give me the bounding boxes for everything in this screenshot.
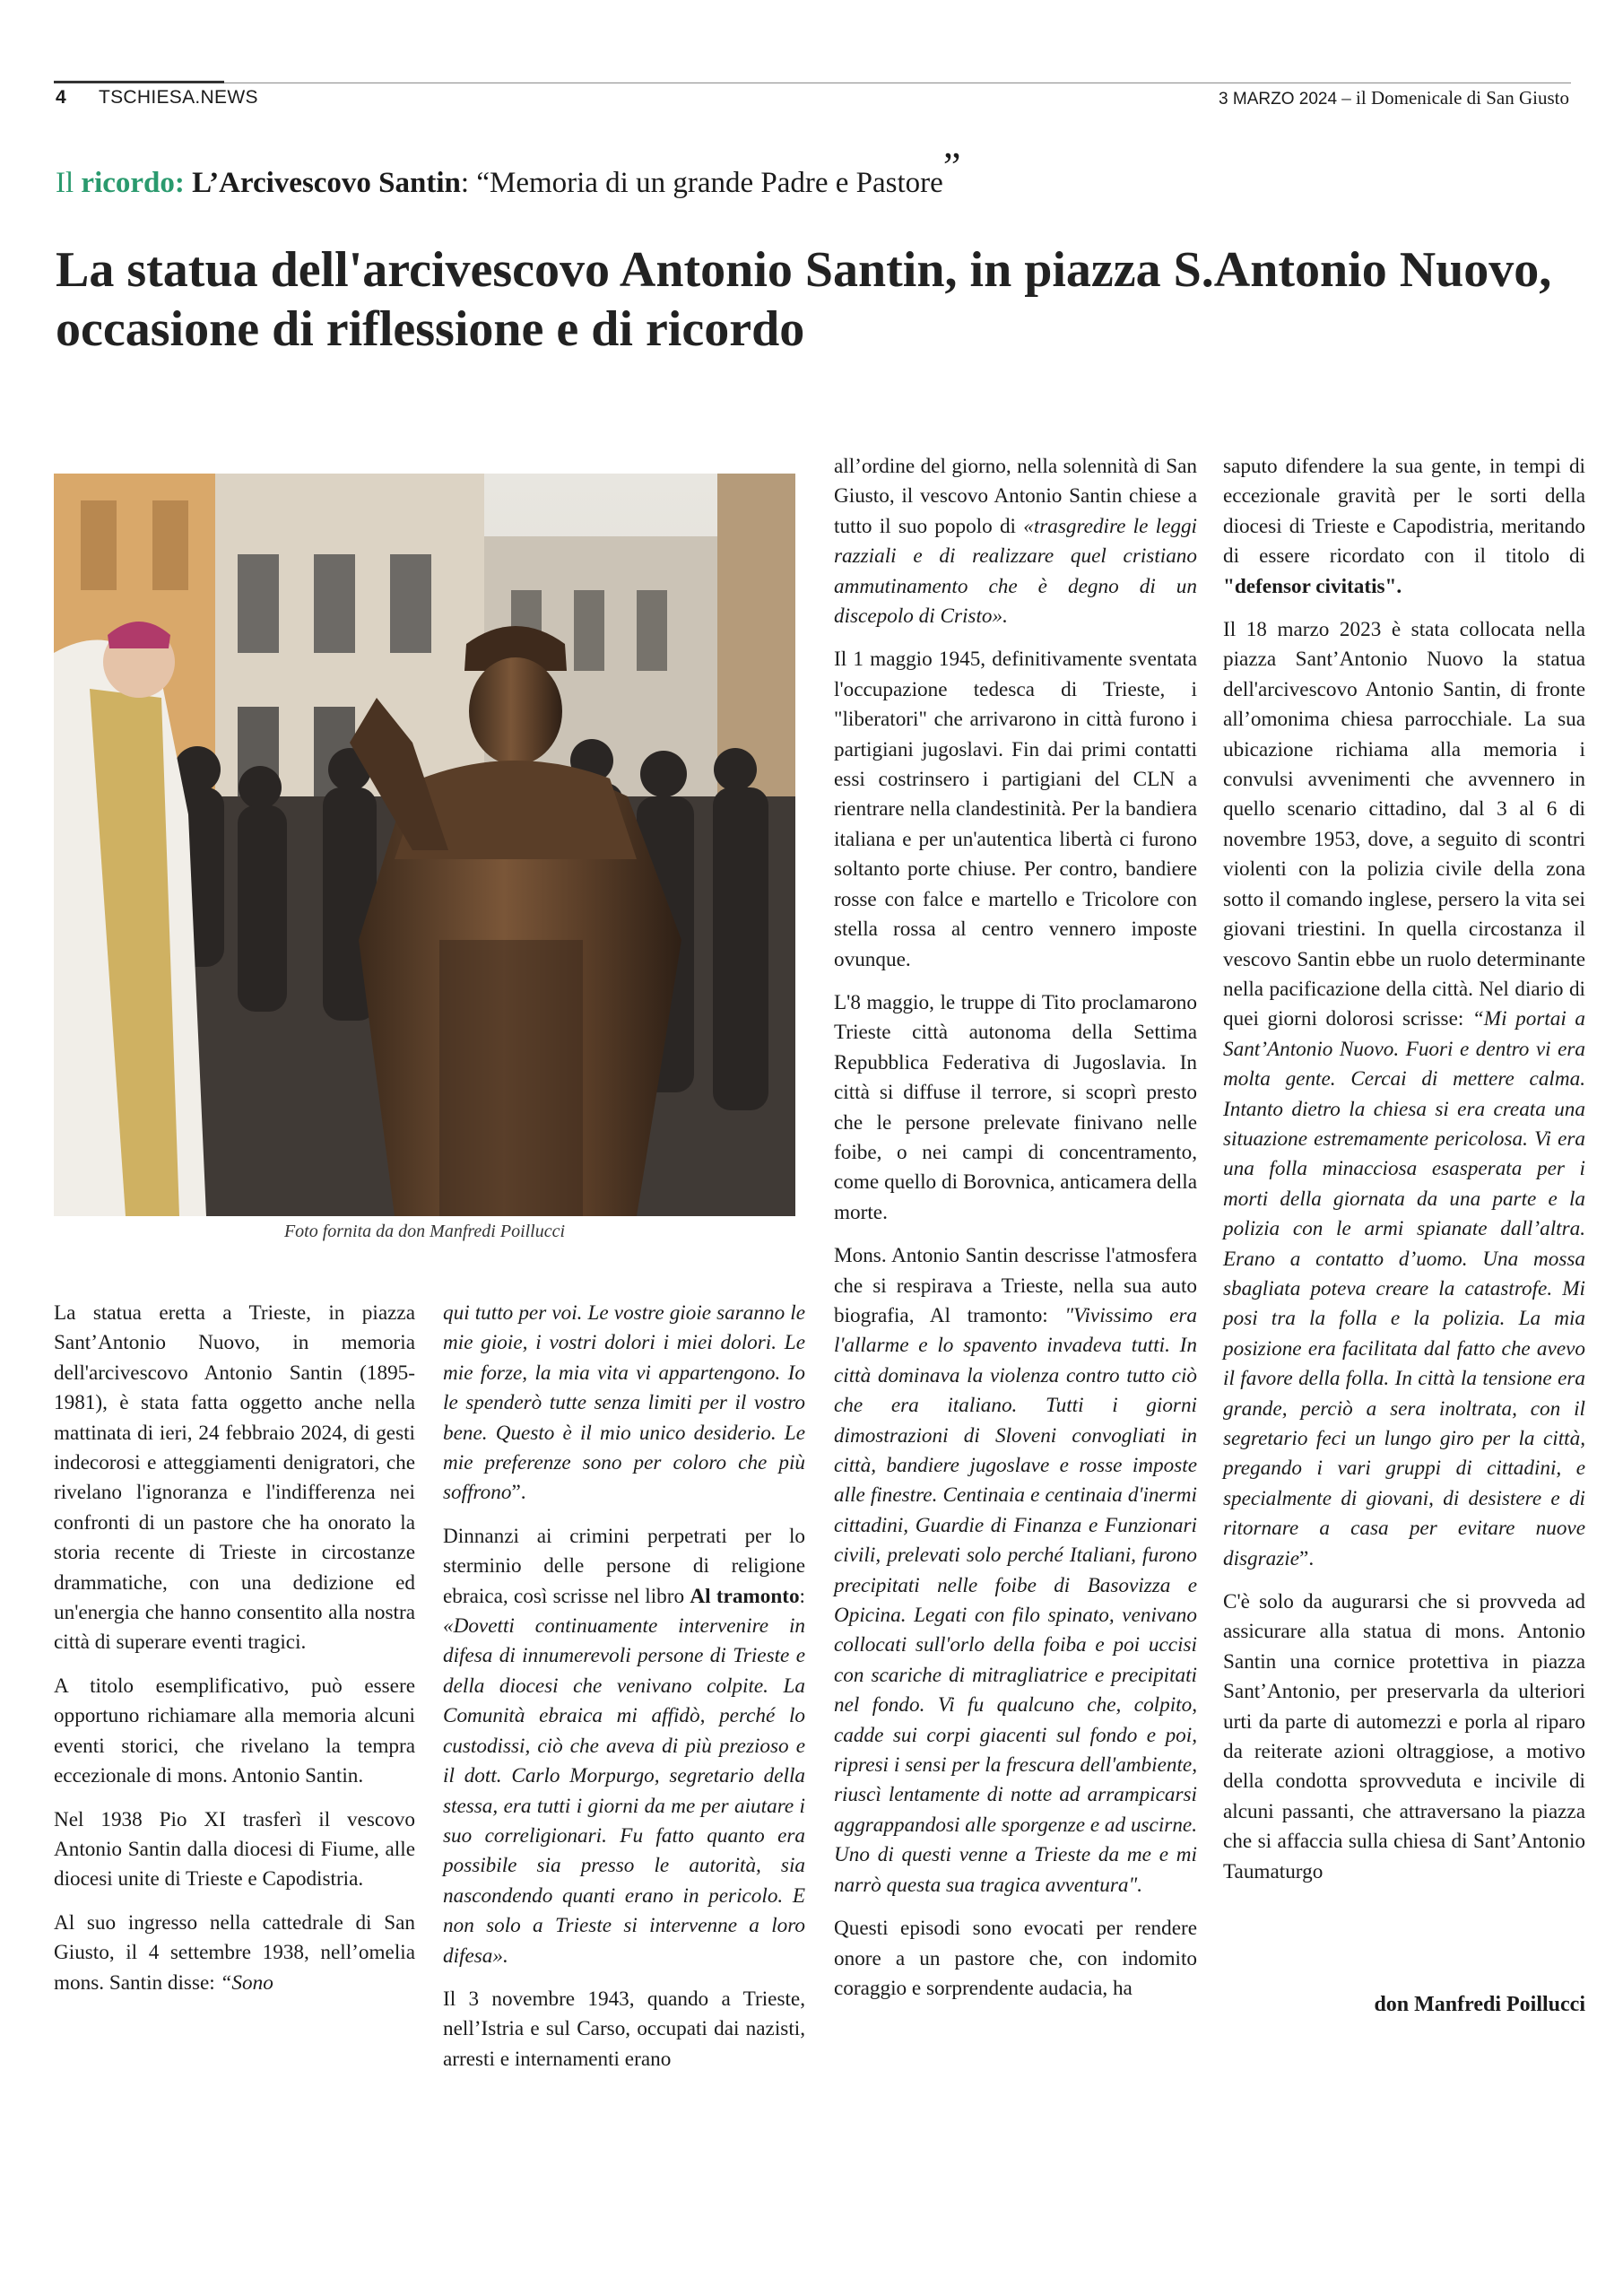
paragraph-text: Il 18 marzo 2023 è stata collocata nella piazza Sant’Antonio Nuovo la statua dell'arcivescovo Antonio Santin, di fronte all’omonima chiesa parrocchiale. La sua ubicazione richiama alla memoria i convulsi avvenimenti che avvennero in quello scenario cittadino, dal 3 al 6 di novembre 1953, dove, a seguito di scontri violenti con la polizia civile della zona sotto il comando inglese, persero la vita sei giovani triestini. In quella circostanza il vescovo Santin ebbe un ruolo determinante nella pacificazione della città. Nel diario di quei giorni dolorosi scrisse: [1223,618,1585,1031]
paragraph: L'8 maggio, le truppe di Tito proclamarono Trieste città autonoma della Settima Repubblica Federativa di Jugoslavia. In città si diffuse il terrore, si scoprì presto che le persone prelevate finivano nelle foibe, o nei campi di concentramento, come quello di Borovnica, anticamera della morte. [834,990,1197,1224]
paragraph [1223,452,1585,602]
section-kicker [56,144,960,200]
kicker-label: ricordo: [81,167,185,199]
paragraph [834,1241,1197,1900]
quote-close: ”. [1299,1546,1315,1570]
paragraph [443,1299,805,1509]
paragraph-text: saputo difendere la sua gente, in tempi di eccezionale gravità per le sorti della diocesi di Trieste e Capodistria, meritando di essere ricordato con il titolo di [1223,455,1585,569]
quote-close: ”. [511,1481,526,1505]
paragraph: C'è solo da augurarsi che si provveda ad assicurare alla statua di mons. Antonio Santin una cornice protettiva in piazza Sant’Antonio, per preservarla da ulteriori urti da parte di automezzi e porla al riparo da reiterate azioni oltraggiose, a motivo della condotta sprovveduta e incivile di alcuni passanti, che attraversano la piazza che si affaccia sulla chiesa di Sant’Antonio Taumaturgo [1223,1590,1585,1883]
paragraph [443,1522,805,1971]
site-name[interactable]: TSCHIESA.NEWS [99,87,258,108]
article-headline: La statua dell'arcivescovo Antonio Santin, in piazza S.Antonio Nuovo, occasione di riflessione e di ricordo [56,242,1552,357]
paragraph: La statua eretta a Trieste, in piazza Sant’Antonio Nuovo, in memoria dell'arcivescovo Antonio Santin (1895-1981), è stata fatta oggetto anche nella mattinata di ieri, 24 febbraio 2024, di gesti indecorosi e atteggiamenti denigratori, che rivelano l'ignoranza e l'indifferenza nei confronti di un pastore che ha onorato la storia recente di Trieste in circostanze drammatiche, con una dedizione ed un'energia che hanno consentito alla nostra città di superare eventi tragici. [54,1301,415,1655]
publication-name: il Domenicale di San Giusto [1356,87,1569,109]
paragraph: Nel 1938 Pio XI trasferì il vescovo Antonio Santin dalla diocesi di Fiume, alle diocesi unite di Trieste e Capodistria. [54,1807,415,1892]
paragraph: Il 1 maggio 1945, definitivamente sventata l'occupazione tedesca di Trieste, i "liberatori" che arrivarono in città furono i partigiani jugoslavi. Fin dai primi contatti essi costrinsero i partigiani del CLN a rientrare nella clandestinità. Per la bandiera italiana e per un'autentica libertà ci furono soltanto porte chiuse. Per contro, bandiere rosse con falce e martello e Tricolore con stella rossa al centro vennero imposte ovunque. [834,648,1197,971]
paragraph: Questi episodi sono evocati per rendere onore a un pastore che, con indomito coraggio e sorprendente audacia, ha [834,1917,1197,2000]
kicker-close-quote: ” [942,144,961,188]
dateline-separator: – [1337,87,1357,109]
paragraph-text: Al suo ingresso nella cattedrale di San Giusto, il 4 settembre 1938, nell’omelia mons. Santin disse: [54,1910,415,1995]
article-column-4 [1223,452,1585,1900]
page-number: 4 [56,87,66,108]
photo-caption: Foto fornita da don Manfredi Poillucci [283,1222,566,1241]
kicker-title-bold: L’Arcivescovo Santin [184,167,461,199]
paragraph: Il 3 novembre 1943, quando a Trieste, nell’Istria e sul Carso, occupati dai nazisti, arresti e internamenti erano [443,1987,805,2071]
paragraph-text: Dinnanzi ai crimini perpetrati per lo sterminio delle persone di religione ebraica, così scrisse nel libro [443,1524,805,1608]
statue-photo-illustration [54,474,795,1216]
issue-date: 3 MARZO 2024 [1219,90,1338,109]
paragraph [54,1909,415,1998]
kicker-title: : “Memoria di un grande Padre e Pastore [460,167,943,199]
article-column-1 [54,1299,415,2012]
paragraph [834,452,1197,631]
paragraph-text: Mons. Antonio Santin descrisse l'atmosfera che si respirava a Trieste, nella sua auto biografia, Al tramonto: [834,1244,1197,1327]
paragraph [1223,615,1585,1574]
quote-text: "Vivissimo era l'allarme e lo spavento invadeva tutti. In città dominava la violenza contro tutto ciò che era italiano. Tutti i giorni dimostrazioni di Sloveni convogliati in città, bandiere jugoslave e rosse imposte alle finestre. Centinaia e centinaia d'inermi cittadini, Guardie di Finanza e Funzionari civili, prelevati solo perché Italiani, furono precipitati nelle foibe di Basovizza e Opicina. Legati con filo spinato, venivano collocati sull'orlo della foiba e poi uccisi con scariche di mitragliatrice e precipitati nel fondo. Vi fu qualcuno che, colpito, cadde sui corpi giacenti sul fondo e poi, ripresi i sensi per la frescura dell'ambiente, riuscì lentamente di notte ad arrampicarsi aggrappandosi alle sporgenze e ad uscirne. Uno di questi venne a Trieste da me e mi narrò questa sua tragica avventura". [834,1303,1197,1897]
author-signature: don Manfredi Poillucci [1374,1993,1585,2016]
paragraph-text: all’ordine del giorno, nella solennità di San Giusto, il vescovo Antonio Santin chiese a tutto il suo popolo di [834,455,1197,538]
dateline [1219,87,1569,109]
statue-photo [54,474,795,1216]
book-title: Al tramonto [690,1584,800,1608]
paragraph: A titolo esemplificativo, può essere opportuno richiamare alla memoria alcuni eventi storici, che rivelano la tempra eccezionale di mons. Antonio Santin. [54,1674,415,1788]
quote-text: “Sono [220,1970,273,1995]
quote-text: «trasgredire le leggi razziali e di realizzare quel cristiano ammutinamento che è degno di un discepolo di Cristo». [834,514,1197,629]
quote-text: “Mi portai a Sant’Antonio Nuovo. Fuori e dentro vi era molta gente. Cercai di mettere calma. Intanto dietro la chiesa si era creata una situazione estremamente pericolosa. Vi era una folla minacciosa esasperata per i morti della giornata da una parte e la polizia con le armi spianate dall’altra. Erano a contatto d’uomo. Una mossa sbagliata poteva creare la catastrofe. Mi posi tra la folla e la polizia. La mia posizione era facilitata dal fatto che avevo il favore della folla. In città la tensione era grande, perciò a sera inoltrata, con il segretario feci un lungo giro per la città, pregando i vari gruppi di cittadini, e specialmente di giovani, di desistere e di ritornare a casa per evitare nuove disgrazie [1223,1007,1586,1570]
defensor-civitatis: "defensor civitatis". [1223,574,1402,598]
article-column-2 [443,1299,805,2088]
paragraph-text: : [799,1584,805,1608]
quote-text: «Dovetti continuamente intervenire in difesa di innumerevoli persone di Trieste e della diocesi che venivano colpite. La Comunità ebraica mi affidò, perché lo custodissi, ciò che aveva di più prezioso e il dott. Carlo Morpurgo, segretario della stessa, era tutti i giorni da me per aiutare i suo correligionari. Fu fatto quanto era possibile sia presso le autorità, sia nascondendo quanti erano in pericolo. E non solo a Trieste si intervenne a loro difesa». [443,1614,805,1968]
kicker-label-il: Il [56,167,82,199]
article-column-3 [834,452,1197,2017]
quote-text: qui tutto per voi. Le vostre gioie saranno le mie gioie, i vostri dolori i miei dolori. Le mie forze, la mia vita vi appartengono. Io le spenderò tutte senza limiti per il vostro bene. Questo è il mio unico desiderio. Le mie preferenze sono per coloro che più soffrono [443,1301,805,1505]
